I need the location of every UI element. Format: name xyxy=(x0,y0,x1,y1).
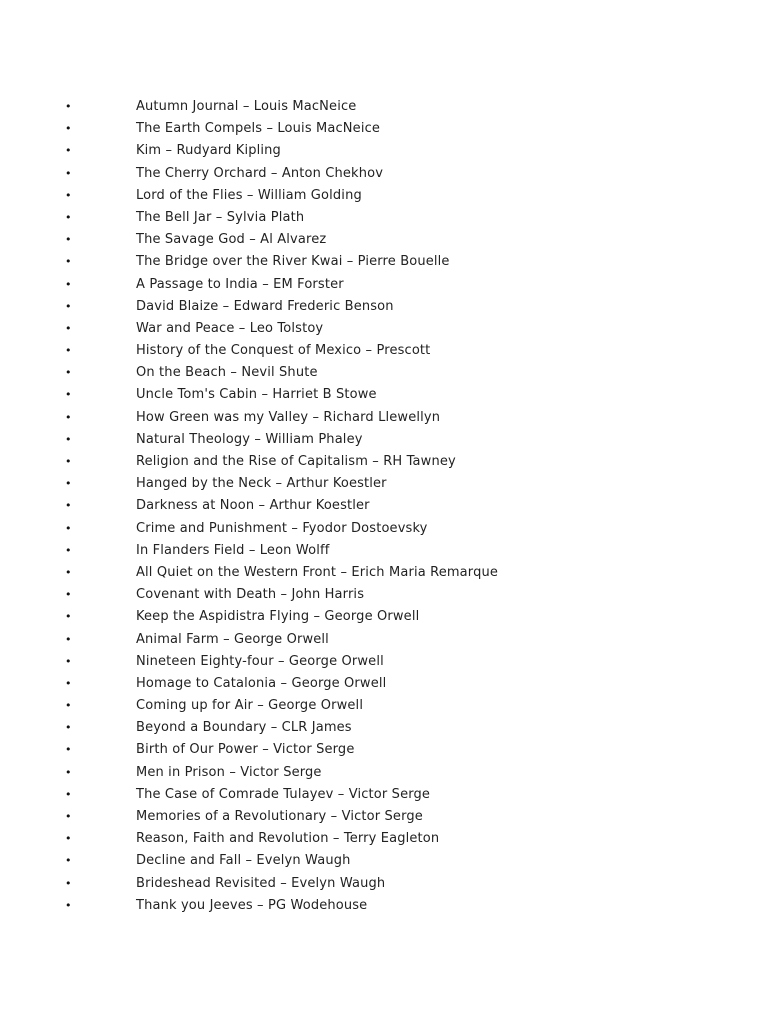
list-item xyxy=(0,651,768,673)
list-item xyxy=(0,185,768,207)
book-title-author: Animal Farm – George Orwell xyxy=(136,631,329,647)
list-item xyxy=(0,784,768,806)
list-item xyxy=(0,850,768,872)
book-title-author: On the Beach – Nevil Shute xyxy=(136,365,318,381)
bullet-icon: • xyxy=(65,854,72,868)
book-title-author: In Flanders Field – Leon Wolff xyxy=(136,542,330,558)
book-title-author: Beyond a Boundary – CLR James xyxy=(136,720,352,736)
list-item xyxy=(0,673,768,695)
list-item xyxy=(0,762,768,784)
bullet-icon: • xyxy=(65,676,72,690)
book-title-author: Autumn Journal – Louis MacNeice xyxy=(136,99,357,114)
list-item xyxy=(0,739,768,761)
list-item xyxy=(0,584,768,606)
bullet-icon: • xyxy=(65,255,72,269)
list-item xyxy=(0,717,768,739)
list-item xyxy=(0,340,768,362)
bullet-icon: • xyxy=(65,388,72,402)
list-item xyxy=(0,362,768,384)
list-item xyxy=(0,828,768,850)
list-item xyxy=(0,96,768,118)
bullet-icon: • xyxy=(65,455,72,468)
bullet-icon: • xyxy=(65,432,72,446)
list-item xyxy=(0,274,768,296)
book-title-author: The Savage God – Al Alvarez xyxy=(136,232,327,248)
book-title-author: Natural Theology – William Phaley xyxy=(136,431,363,447)
book-title-author: The Cherry Orchard – Anton Chekhov xyxy=(136,165,384,181)
list-item xyxy=(0,163,768,185)
list-item xyxy=(0,895,768,917)
list-item xyxy=(0,251,768,273)
list-item xyxy=(0,873,768,895)
bullet-icon: • xyxy=(65,277,72,291)
bullet-icon: • xyxy=(65,410,72,424)
bullet-icon: • xyxy=(65,299,72,313)
list-item xyxy=(0,407,768,429)
book-title-author: All Quiet on the Western Front – Erich Maria Remarque xyxy=(136,564,499,580)
bullet-icon: • xyxy=(65,344,72,358)
list-item xyxy=(0,451,768,473)
book-title-author: Men in Prison – Victor Serge xyxy=(136,764,322,780)
book-title-author: Thank you Jeeves – PG Wodehouse xyxy=(136,897,368,913)
list-item xyxy=(0,318,768,340)
book-title-author: Covenant with Death – John Harris xyxy=(136,587,365,603)
list-item xyxy=(0,473,768,495)
list-item xyxy=(0,118,768,140)
bullet-icon: • xyxy=(65,144,72,158)
bullet-icon: • xyxy=(65,832,72,846)
book-title-author: The Case of Comrade Tulayev – Victor Serge xyxy=(136,786,431,802)
bullet-icon: • xyxy=(65,588,72,602)
book-title-author: Lord of the Flies – William Golding xyxy=(136,187,362,203)
list-item xyxy=(0,562,768,584)
bullet-icon: • xyxy=(65,699,72,713)
bullet-icon: • xyxy=(65,166,72,180)
book-title-author: The Bridge over the River Kwai – Pierre Bouelle xyxy=(136,254,450,270)
bullet-icon: • xyxy=(65,876,72,890)
list-item xyxy=(0,606,768,628)
bullet-icon: • xyxy=(65,499,72,513)
bullet-icon: • xyxy=(65,122,72,136)
list-item xyxy=(0,384,768,406)
bullet-icon: • xyxy=(65,521,72,535)
book-title-author: Religion and the Rise of Capitalism – RH Tawney xyxy=(136,454,456,469)
list-item xyxy=(0,495,768,517)
book-title-author: Kim – Rudyard Kipling xyxy=(136,143,281,159)
bullet-icon: • xyxy=(65,477,72,491)
bullet-icon: • xyxy=(65,100,72,113)
bullet-icon: • xyxy=(65,188,72,202)
book-title-author: How Green was my Valley – Richard Llewellyn xyxy=(136,409,441,425)
bullet-icon: • xyxy=(65,610,72,624)
list-item xyxy=(0,296,768,318)
bullet-icon: • xyxy=(65,765,72,779)
book-title-author: Darkness at Noon – Arthur Koestler xyxy=(136,498,370,514)
book-title-author: Homage to Catalonia – George Orwell xyxy=(136,675,387,691)
bullet-icon: • xyxy=(65,321,72,335)
bullet-icon: • xyxy=(65,366,72,380)
book-title-author: Nineteen Eighty-four – George Orwell xyxy=(136,653,384,669)
book-title-author: Brideshead Revisited – Evelyn Waugh xyxy=(136,875,386,891)
book-title-author: Memories of a Revolutionary – Victor Serge xyxy=(136,809,423,824)
bullet-icon: • xyxy=(65,743,72,757)
list-item xyxy=(0,695,768,717)
bullet-icon: • xyxy=(65,810,72,823)
book-title-author: Hanged by the Neck – Arthur Koestler xyxy=(136,476,387,492)
bullet-icon: • xyxy=(65,210,72,224)
book-title-author: Crime and Punishment – Fyodor Dostoevsky xyxy=(136,520,428,536)
list-item xyxy=(0,140,768,162)
list-item xyxy=(0,629,768,651)
list-item xyxy=(0,229,768,251)
bullet-icon: • xyxy=(65,632,72,646)
book-title-author: War and Peace – Leo Tolstoy xyxy=(136,320,324,336)
book-title-author: Uncle Tom's Cabin – Harriet B Stowe xyxy=(136,387,377,403)
list-item xyxy=(0,806,768,828)
book-title-author: History of the Conquest of Mexico – Prescott xyxy=(136,343,431,359)
book-title-author: David Blaize – Edward Frederic Benson xyxy=(136,298,394,314)
book-title-author: Birth of Our Power – Victor Serge xyxy=(136,742,355,758)
bullet-icon: • xyxy=(65,898,72,912)
book-title-author: The Earth Compels – Louis MacNeice xyxy=(136,121,381,137)
book-list xyxy=(0,96,768,917)
bullet-icon: • xyxy=(65,543,72,557)
list-item xyxy=(0,429,768,451)
list-item xyxy=(0,540,768,562)
book-title-author: Coming up for Air – George Orwell xyxy=(136,698,364,714)
bullet-icon: • xyxy=(65,721,72,735)
bullet-icon: • xyxy=(65,787,72,801)
list-item xyxy=(0,518,768,540)
bullet-icon: • xyxy=(65,565,72,579)
bullet-icon: • xyxy=(65,654,72,668)
bullet-icon: • xyxy=(65,233,72,247)
book-title-author: Decline and Fall – Evelyn Waugh xyxy=(136,853,351,869)
book-title-author: Reason, Faith and Revolution – Terry Eagleton xyxy=(136,831,440,847)
book-title-author: Keep the Aspidistra Flying – George Orwell xyxy=(136,609,420,625)
book-title-author: The Bell Jar – Sylvia Plath xyxy=(136,209,305,225)
book-title-author: A Passage to India – EM Forster xyxy=(136,276,344,292)
list-item xyxy=(0,207,768,229)
